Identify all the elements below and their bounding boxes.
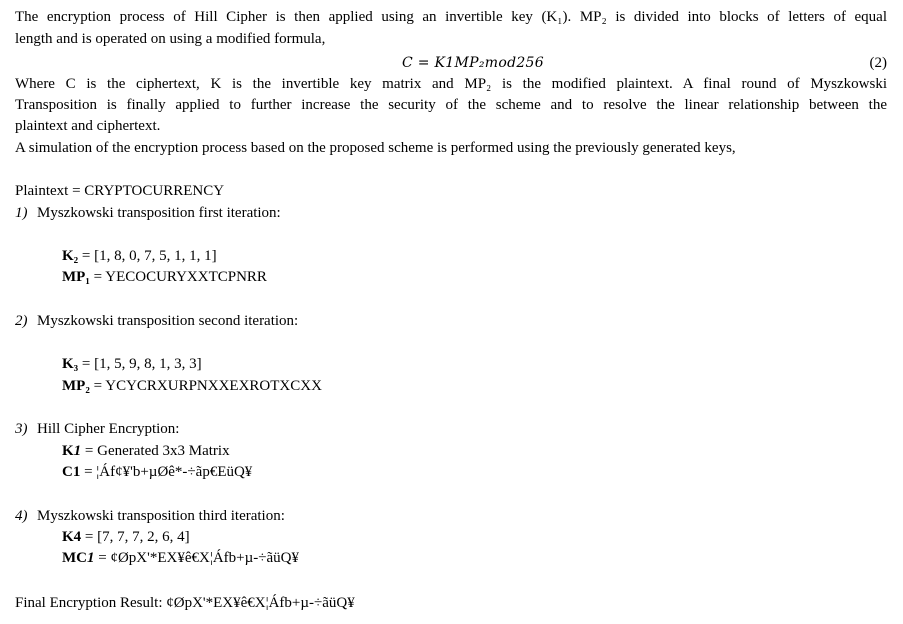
key-label: K₃ [62,356,79,372]
step-2-heading [15,310,298,332]
step-4-result-line [62,547,299,569]
step-number: 4) [15,508,28,524]
step-number: 3) [15,421,28,437]
key-label: K1 [62,443,82,459]
paragraph-1-line-2: length and is operated on using a modified formula, [15,31,326,47]
paragraph-2-line-3: plaintext and ciphertext. [15,118,161,134]
key-value: = [1, 8, 0, 7, 5, 1, 1, 1] [78,248,217,264]
step-4-heading [15,505,285,527]
step-1-heading [15,202,281,224]
result-value: = YECOCURYXXTCPNRR [89,269,267,285]
step-title: Myszkowski transposition third iteration: [37,508,285,524]
step-number: 2) [15,313,28,329]
key-value: = Generated 3x3 Matrix [81,443,230,459]
step-2-result-line [62,375,322,397]
result-label: MP₁ [62,269,90,285]
step-title: Myszkowski transposition second iteration: [37,313,299,329]
result-value: = ¢ØpX'*EX¥ê€X¦Áfb+µ-÷ãüQ¥ [94,550,299,566]
paragraph-2-line-2: Transposition is finally applied to further increase the security of the scheme and to resolve the linear relationship between the [15,97,887,113]
result-value: = ¦Áf¢¥'b+µØê*-÷ãp€EüQ¥ [80,464,253,480]
step-title: Hill Cipher Encryption: [37,421,180,437]
key-value: = [1, 5, 9, 8, 1, 3, 3] [78,356,202,372]
equation: C = K1MP₂mod256 [402,55,544,71]
paragraph-3: A simulation of the encryption process based on the proposed scheme is performed using the previously generated keys, [15,140,736,156]
result-label: MC1 [62,550,95,566]
key-label: K₂ [62,248,79,264]
key-value: = [7, 7, 7, 2, 6, 4] [81,529,190,545]
paragraph-1-line-1: The encryption process of Hill Cipher is then applied using an invertible key (K₁). MP₂ is divided into blocks of letters of equal [15,9,887,25]
paragraph-2-line-1: Where C is the ciphertext, K is the invertible key matrix and MP₂ is the modified plaintext. A final round of Myszkowski [15,76,887,92]
step-3-key-line [62,440,230,462]
equation-number: (2) [869,55,887,71]
result-label: C1 [62,464,81,480]
final-result: Final Encryption Result: ¢ØpX'*EX¥ê€X¦Áfb+µ-÷ãüQ¥ [15,595,355,611]
step-title: Myszkowski transposition first iteration: [37,205,281,221]
result-value: = YCYCRXURPNXXEXROTXCXX [89,378,322,394]
result-label: MP₂ [62,378,90,394]
step-4-key-line [62,526,190,548]
step-1-result-line [62,266,267,288]
step-1-key-line [62,245,217,267]
plaintext-line: Plaintext = CRYPTOCURRENCY [15,183,225,199]
key-label: K4 [62,529,82,545]
step-3-heading [15,418,179,440]
step-3-result-line [62,461,252,483]
step-number: 1) [15,205,28,221]
step-2-key-line [62,353,202,375]
